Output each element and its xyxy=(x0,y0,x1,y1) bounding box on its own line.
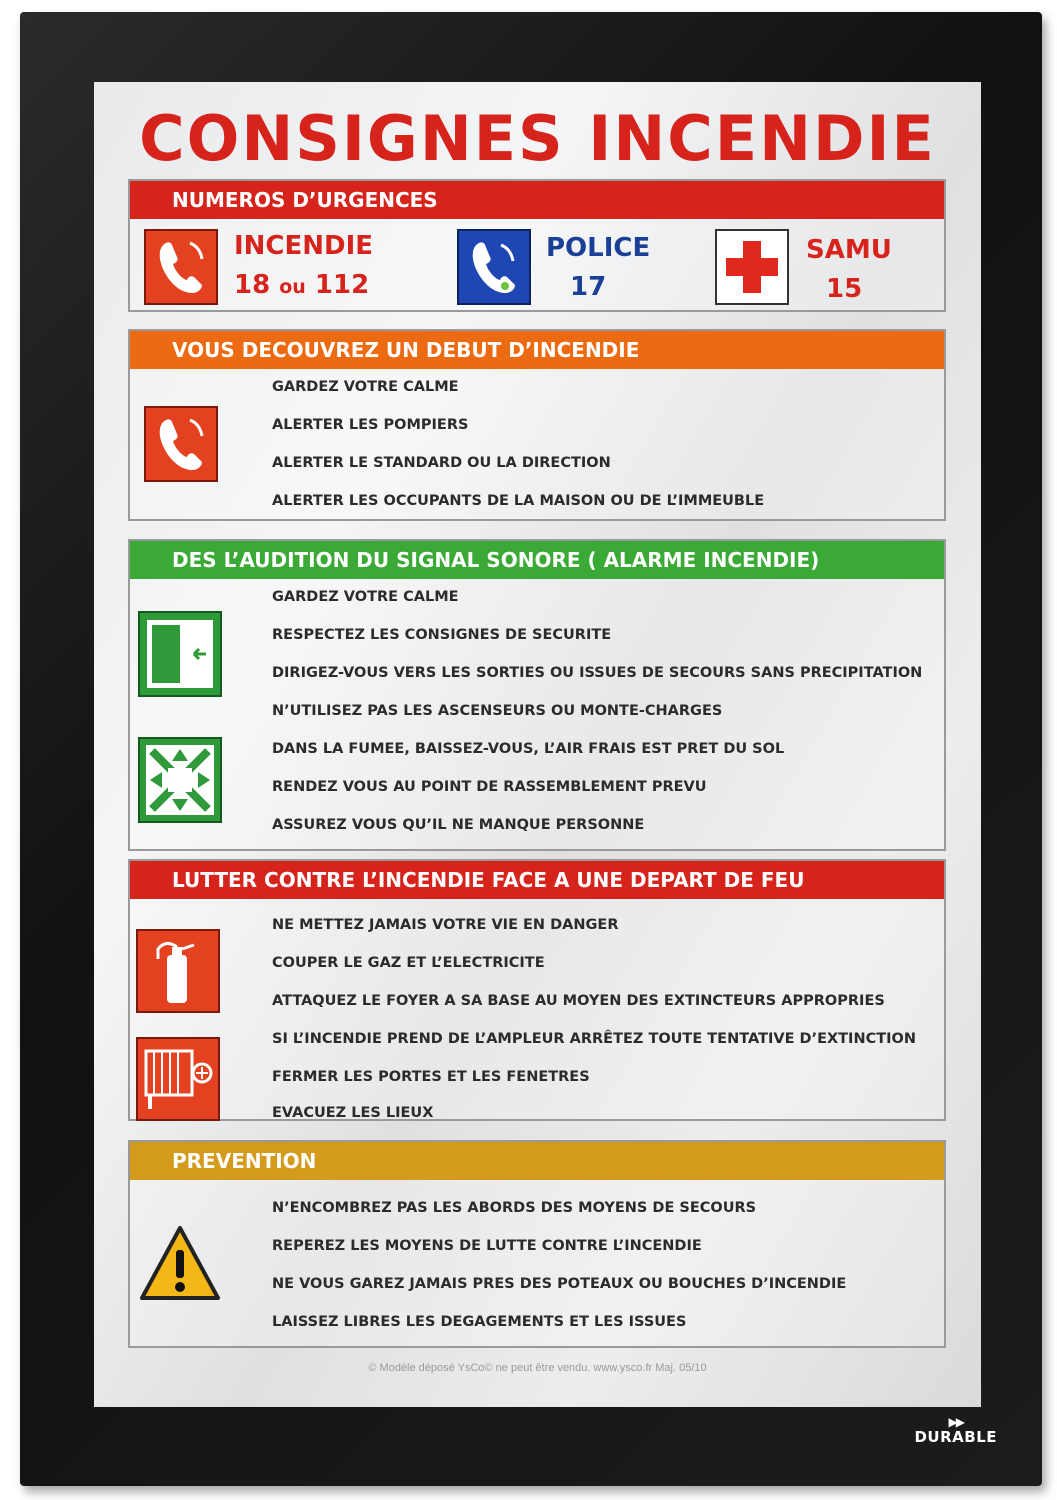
brand-mark-icon: ▶▶ xyxy=(948,1415,963,1429)
contact-number-fire xyxy=(234,270,369,300)
brand-name: DURABLE xyxy=(914,1428,997,1446)
contact-name-samu: SAMU xyxy=(806,235,892,265)
contact-number-samu: 15 xyxy=(826,274,863,304)
section-heading: LUTTER CONTRE L’INCENDIE FACE A UNE DEPART DE FEU xyxy=(130,861,944,899)
emergency-exit-icon xyxy=(138,611,222,702)
list-item: ATTAQUEZ LE FOYER A SA BASE AU MOYEN DES EXTINCTEURS APPROPRIES xyxy=(272,993,885,1009)
police-phone-icon xyxy=(457,229,531,310)
list-item: COUPER LE GAZ ET L’ELECTRICITE xyxy=(272,955,545,971)
brand-logo xyxy=(914,1416,997,1446)
fire-fighting-section xyxy=(128,859,946,1121)
contact-number-police: 17 xyxy=(570,272,607,302)
contact-name-police: POLICE xyxy=(546,233,651,263)
list-item: REPEREZ LES MOYENS DE LUTTE CONTRE L’INCENDIE xyxy=(272,1238,702,1254)
list-item: SI L’INCENDIE PREND DE L’AMPLEUR ARRÊTEZ TOUTE TENTATIVE D’EXTINCTION xyxy=(272,1031,916,1047)
list-item: ALERTER LES POMPIERS xyxy=(272,417,469,433)
list-item: N’UTILISEZ PAS LES ASCENSEURS OU MONTE-CHARGES xyxy=(272,703,723,719)
list-item: ALERTER LE STANDARD OU LA DIRECTION xyxy=(272,455,611,471)
list-item: FERMER LES PORTES ET LES FENETRES xyxy=(272,1069,590,1085)
list-item: ALERTER LES OCCUPANTS DE LA MAISON OU DE L’IMMEUBLE xyxy=(272,493,765,509)
list-item: NE VOUS GAREZ JAMAIS PRES DES POTEAUX OU BOUCHES D’INCENDIE xyxy=(272,1276,847,1292)
list-item: DIRIGEZ-VOUS VERS LES SORTIES OU ISSUES DE SECOURS SANS PRECIPITATION xyxy=(272,665,923,681)
poster-sheet xyxy=(94,82,981,1407)
list-item: RESPECTEZ LES CONSIGNES DE SECURITE xyxy=(272,627,612,643)
list-item: N’ENCOMBREZ PAS LES ABORDS DES MOYENS DE SECOURS xyxy=(272,1200,757,1216)
page-title: CONSIGNES INCENDIE xyxy=(139,102,936,175)
list-item: GARDEZ VOTRE CALME xyxy=(272,379,459,395)
fire-extinguisher-icon xyxy=(136,929,220,1018)
section-heading: VOUS DECOUVREZ UN DEBUT D’INCENDIE xyxy=(130,331,944,369)
list-item: GARDEZ VOTRE CALME xyxy=(272,589,459,605)
fire-discovery-section xyxy=(128,329,946,521)
contact-name-fire: INCENDIE xyxy=(234,231,374,261)
number-connector: ou xyxy=(279,276,306,298)
fire-phone-icon xyxy=(144,229,218,310)
list-item: DANS LA FUMEE, BAISSEZ-VOUS, L’AIR FRAIS EST PRET DU SOL xyxy=(272,741,785,757)
prevention-section xyxy=(128,1140,946,1348)
assembly-point-icon xyxy=(138,737,222,828)
section-heading: DES L’AUDITION DU SIGNAL SONORE ( ALARME INCENDIE) xyxy=(130,541,944,579)
fire-number-alt: 112 xyxy=(314,270,370,300)
fire-number: 18 xyxy=(234,270,271,300)
list-item: LAISSEZ LIBRES LES DEGAGEMENTS ET LES ISSUES xyxy=(272,1314,687,1330)
section-heading: NUMEROS D’URGENCES xyxy=(130,181,944,219)
section-heading: PREVENTION xyxy=(130,1142,944,1180)
fire-hose-icon xyxy=(136,1037,220,1126)
list-item: NE METTEZ JAMAIS VOTRE VIE EN DANGER xyxy=(272,917,619,933)
alarm-section xyxy=(128,539,946,851)
list-item: ASSUREZ VOUS QU’IL NE MANQUE PERSONNE xyxy=(272,817,645,833)
list-item: EVACUEZ LES LIEUX xyxy=(272,1105,434,1121)
list-item: RENDEZ VOUS AU POINT DE RASSEMBLEMENT PREVU xyxy=(272,779,707,795)
fire-phone-icon xyxy=(144,406,218,487)
warning-triangle-icon xyxy=(138,1224,222,1307)
emergency-numbers-section xyxy=(128,179,946,312)
red-cross-icon xyxy=(715,229,789,310)
copyright-note: © Modèle déposé YsCo© ne peut être vendu. www.ysco.fr Maj. 05/10 xyxy=(368,1362,707,1374)
